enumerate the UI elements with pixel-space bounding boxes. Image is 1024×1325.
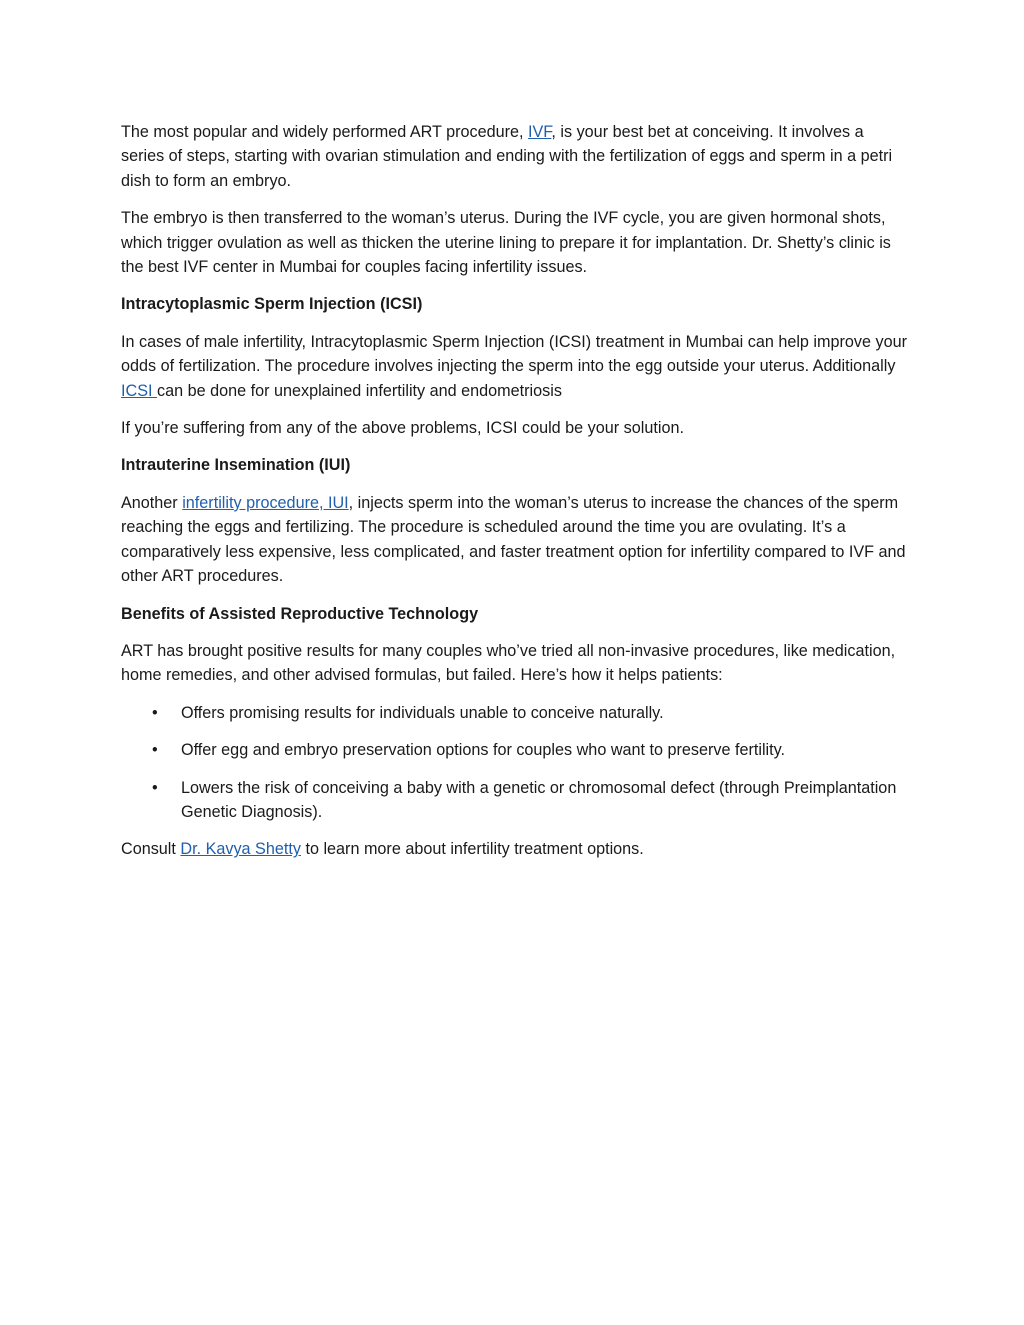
paragraph-iui: Another infertility procedure, IUI, injects sperm into the woman’s uterus to increase the chances of the sperm reaching the eggs and fertilizing. The procedure is scheduled around the time you are ovulating. It’s a comparatively less expensive, less complicated, and faster treatment option for infertility compared to IVF and other ART procedures. <box>121 493 906 586</box>
benefits-list <box>121 701 911 825</box>
paragraph-embryo-transfer: The embryo is then transferred to the woman’s uterus. During the IVF cycle, you are given hormonal shots, which trigger ovulation as well as thicken the uterine lining to prepare it for implantation. Dr. Shetty’s clinic is the best IVF center in Mumbai for couples facing infertility issues. <box>121 209 891 277</box>
bullet-icon: • <box>152 741 158 760</box>
paragraph-benefits-intro: ART has brought positive results for many couples who’ve tried all non-invasive procedures, like medication, home remedies, and other advised formulas, but failed. Here’s how it helps patients: <box>121 641 896 685</box>
document-body <box>121 120 911 875</box>
bullet-icon: • <box>152 778 158 797</box>
ivf-link[interactable]: IVF <box>528 123 552 141</box>
paragraph-icsi-solution: If you’re suffering from any of the above problems, ICSI could be your solution. <box>121 419 684 438</box>
list-item: • Offers promising results for individuals unable to conceive naturally. <box>121 701 911 725</box>
paragraph-ivf-intro: The most popular and widely performed ART procedure, IVF, is your best bet at conceiving. It involves a series of steps, starting with ovarian stimulation and ending with the fertilization of eggs and sperm in a petri dish to form an embryo. <box>121 123 893 190</box>
iui-link[interactable]: infertility procedure, IUI <box>182 493 349 512</box>
doctor-link[interactable]: Dr. Kavya Shetty <box>180 840 301 859</box>
heading-benefits: Benefits of Assisted Reproductive Technology <box>121 604 479 623</box>
heading-icsi: Intracytoplasmic Sperm Injection (ICSI) <box>121 295 423 314</box>
list-item: • Offer egg and embryo preservation options for couples who want to preserve fertility. <box>121 738 911 762</box>
paragraph-consult: Consult Dr. Kavya Shetty to learn more about infertility treatment options. <box>121 840 644 859</box>
icsi-link[interactable]: ICSI <box>121 381 157 400</box>
bullet-icon: • <box>152 703 158 722</box>
heading-iui: Intrauterine Insemination (IUI) <box>121 456 351 475</box>
list-item: • Lowers the risk of conceiving a baby with a genetic or chromosomal defect (through Preimplantation Genetic Diagnosis). <box>121 776 911 825</box>
paragraph-icsi: In cases of male infertility, Intracytoplasmic Sperm Injection (ICSI) treatment in Mumbai can help improve your odds of fertilization. The procedure involves injecting the sperm into the egg outside your uterus. Additionally ICSI can be done for unexplained infertility and endometriosis <box>121 332 907 400</box>
